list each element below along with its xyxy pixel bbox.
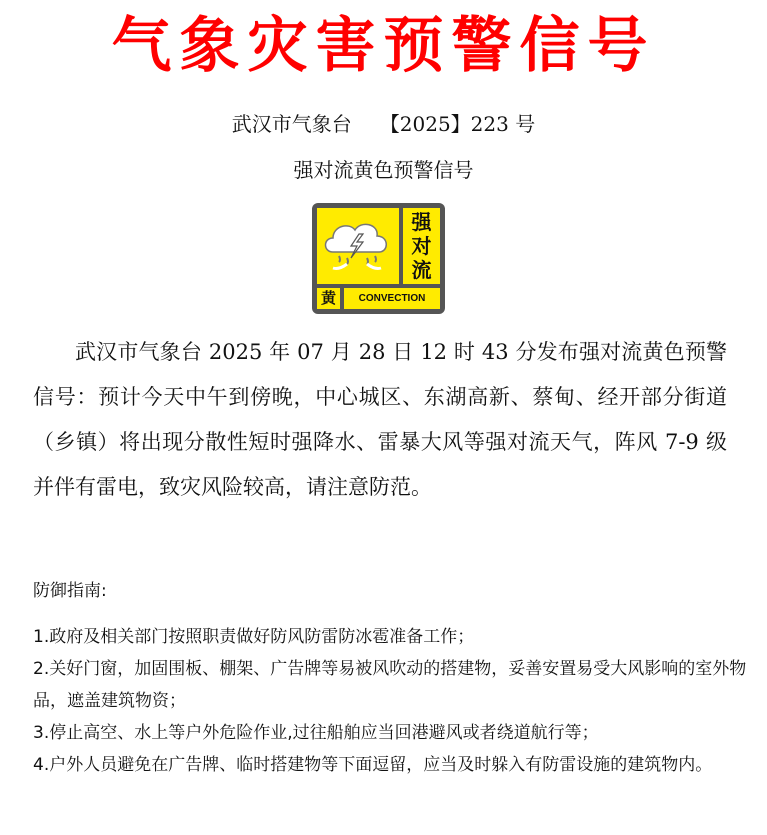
- guide-item: 1.政府及相关部门按照职责做好防风防雷防冰雹准备工作；: [33, 627, 475, 647]
- issuer: 武汉市气象台: [231, 112, 352, 136]
- guide-item: 2.关好门窗，加固围板、棚架、广告牌等易被风吹动的搭建物，妥善安置易受大风影响的室外物品，遮盖建筑物资；: [33, 659, 747, 711]
- warning-body: 武汉市气象台 2025 年 07 月 28 日 12 时 43 分发布强对流黄色预警信号：预计今天中午到傍晚，中心城区、东湖高新、蔡甸、经开部分街道（乡镇）将出现分散性短时强降水、雷暴大风等强对流天气，阵风 7-9 级并伴有雷电，致灾风险较高，请注意防范。: [33, 340, 727, 499]
- guide-heading: 防御指南:: [33, 581, 107, 601]
- warning-sign-icon: [312, 203, 445, 314]
- sign-level: 黄: [317, 288, 340, 309]
- sign-char: 流: [411, 258, 432, 282]
- guide-item: 4.户外人员避免在广告牌、临时搭建物等下面逗留，应当及时躲入有防雷设施的建筑物内。: [33, 755, 713, 775]
- guide-item: 3.停止高空、水上等户外危险作业,过往船舶应当回港避风或者绕道航行等；: [33, 723, 599, 743]
- issuer-line: [0, 110, 767, 138]
- doc-number: 【2025】223 号: [379, 112, 536, 136]
- sign-text: [403, 208, 440, 284]
- sign-char: 强: [411, 210, 432, 234]
- defense-guide: [33, 576, 755, 781]
- signal-name: 强对流黄色预警信号: [293, 158, 474, 182]
- thunderstorm-cloud-icon: [317, 208, 399, 284]
- sign-char: 对: [411, 234, 432, 258]
- sign-english: CONVECTION: [344, 288, 440, 309]
- document-title: 气象灾害预警信号: [111, 11, 656, 81]
